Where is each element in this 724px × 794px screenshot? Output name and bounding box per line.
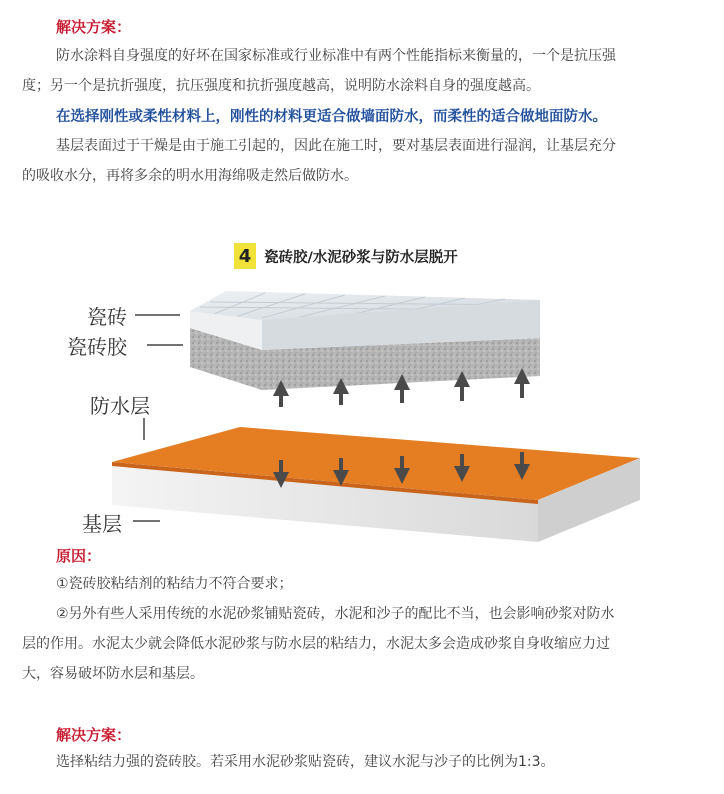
base-layer <box>112 427 640 542</box>
solution-text: 选择粘结力强的瓷砖胶。若采用水泥砂浆贴瓷砖，建议水泥与沙子的比例为1:3。 <box>56 754 555 770</box>
label-adhesive: 瓷砖胶 <box>67 335 127 359</box>
cause-item-2-line3: 大，容易破坏防水层和基层。 <box>22 666 204 682</box>
solution-heading-1: 解决方案： <box>56 18 132 36</box>
cause-item-1: ①瓷砖胶粘结剂的粘结力不符合要求； <box>56 576 293 592</box>
cause-item-2-line2: 层的作用。水泥太少就会降低水泥砂浆与防水层的粘结力，水泥太多会造成砂浆自身收缩应力过 <box>22 636 610 652</box>
highlight-material-choice: 在选择刚性或柔性材料上，刚性的材料更适合做墙面防水，而柔性的适合做地面防水。 <box>56 109 607 125</box>
figure-number-badge: 4 <box>234 243 256 269</box>
label-tile: 瓷砖 <box>87 305 127 329</box>
paragraph-strength-line1: 防水涂料自身强度的好坏在国家标准或行业标准中有两个性能指标来衡量的，一个是抗压强 <box>56 48 616 64</box>
label-waterproof: 防水层 <box>90 394 150 418</box>
solution-heading-2: 解决方案： <box>56 726 132 744</box>
paragraph-base-dry-line1: 基层表面过于干燥是由于施工引起的，因此在施工时，要对基层表面进行湿润，让基层充分 <box>56 138 616 154</box>
cause-item-2-line1: ②另外有些人采用传统的水泥砂浆铺贴瓷砖，水泥和沙子的配比不当，也会影响砂浆对防水 <box>56 606 615 622</box>
cause-heading: 原因： <box>56 547 102 565</box>
label-base: 基层 <box>82 512 122 536</box>
figure-title: 瓷砖胶/水泥砂浆与防水层脱开 <box>264 249 458 266</box>
paragraph-base-dry-line2: 的吸收水分，再将多余的明水用海绵吸走然后做防水。 <box>22 168 358 184</box>
paragraph-strength-line2: 度；另一个是抗折强度，抗压强度和抗折强度越高，说明防水涂料自身的强度越高。 <box>22 78 540 94</box>
